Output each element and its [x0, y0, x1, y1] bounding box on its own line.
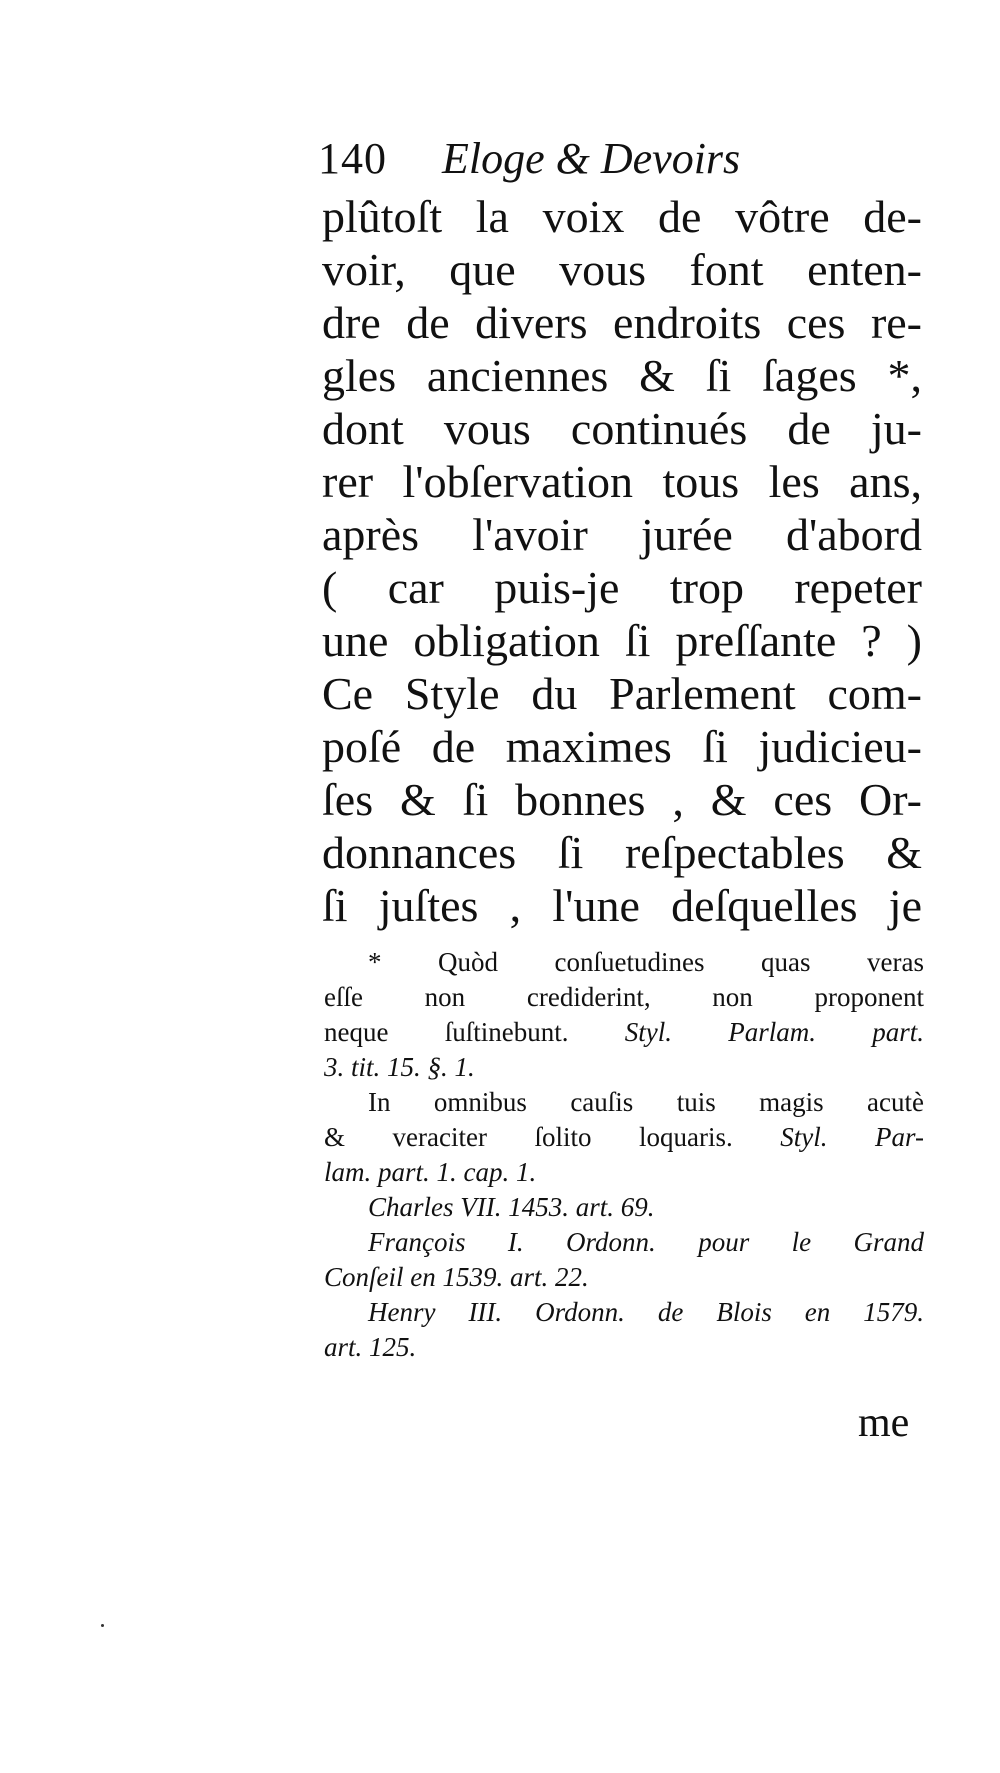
text-line: dont vous continués de ju-	[322, 403, 922, 454]
note-citation: 3. tit. 15. §. 1.	[324, 1052, 475, 1082]
note-citation: lam. part. 1. cap. 1.	[324, 1157, 537, 1187]
paper-speck	[101, 1624, 104, 1627]
text-line: voir, que vous font enten-	[322, 244, 922, 295]
note-citation: Conſeil en 1539. art. 22.	[324, 1262, 589, 1292]
text-line: poſé de maximes ſi judicieu-	[322, 721, 922, 772]
text-line: une obligation ſi preſſante ? )	[322, 615, 922, 666]
text-line: ſi juſtes , l'une deſquelles je	[322, 880, 922, 931]
note-line: * Quòd conſuetudines quas veras	[368, 947, 924, 977]
text-line: après l'avoir jurée d'abord	[322, 509, 922, 560]
note-line	[324, 1015, 924, 1050]
note-line: eſſe non crediderint, non proponent	[324, 982, 924, 1012]
note-citation: Charles VII. 1453. art. 69.	[368, 1192, 655, 1222]
note-citation: Styl. Parlam. part.	[624, 1017, 924, 1047]
text-line: donnances ſi reſpectables &	[322, 827, 922, 878]
note-line	[324, 1120, 924, 1155]
text-line: ( car puis-je trop repeter	[322, 562, 922, 613]
page-number: 140	[318, 134, 387, 183]
text-line: gles anciennes & ſi ſages *,	[322, 350, 922, 401]
text-line: plûtoſt la voix de vôtre de-	[322, 191, 922, 242]
note-citation: François I. Ordonn. pour le Grand	[368, 1227, 924, 1257]
main-text	[322, 190, 922, 932]
text-line: ſes & ſi bonnes , & ces Or-	[322, 774, 922, 825]
text-line: Ce Style du Parlement com-	[322, 668, 922, 719]
note-citation: Henry III. Ordonn. de Blois en 1579.	[368, 1297, 924, 1327]
note-text: & veraciter ſolito loquaris.	[324, 1122, 781, 1152]
note-citation: art. 125.	[324, 1332, 417, 1362]
note-citation: Styl. Par-	[780, 1122, 924, 1152]
running-title: Eloge & Devoirs	[442, 134, 741, 183]
text-line: dre de divers endroits ces re-	[322, 297, 922, 348]
note-line: In omnibus cauſis tuis magis acutè	[368, 1087, 924, 1117]
catchword: me	[858, 1400, 910, 1446]
marginal-notes	[324, 945, 924, 1365]
note-text: neque ſuſtinebunt.	[324, 1017, 625, 1047]
text-line: rer l'obſervation tous les ans,	[322, 456, 922, 507]
page-header	[318, 128, 938, 190]
